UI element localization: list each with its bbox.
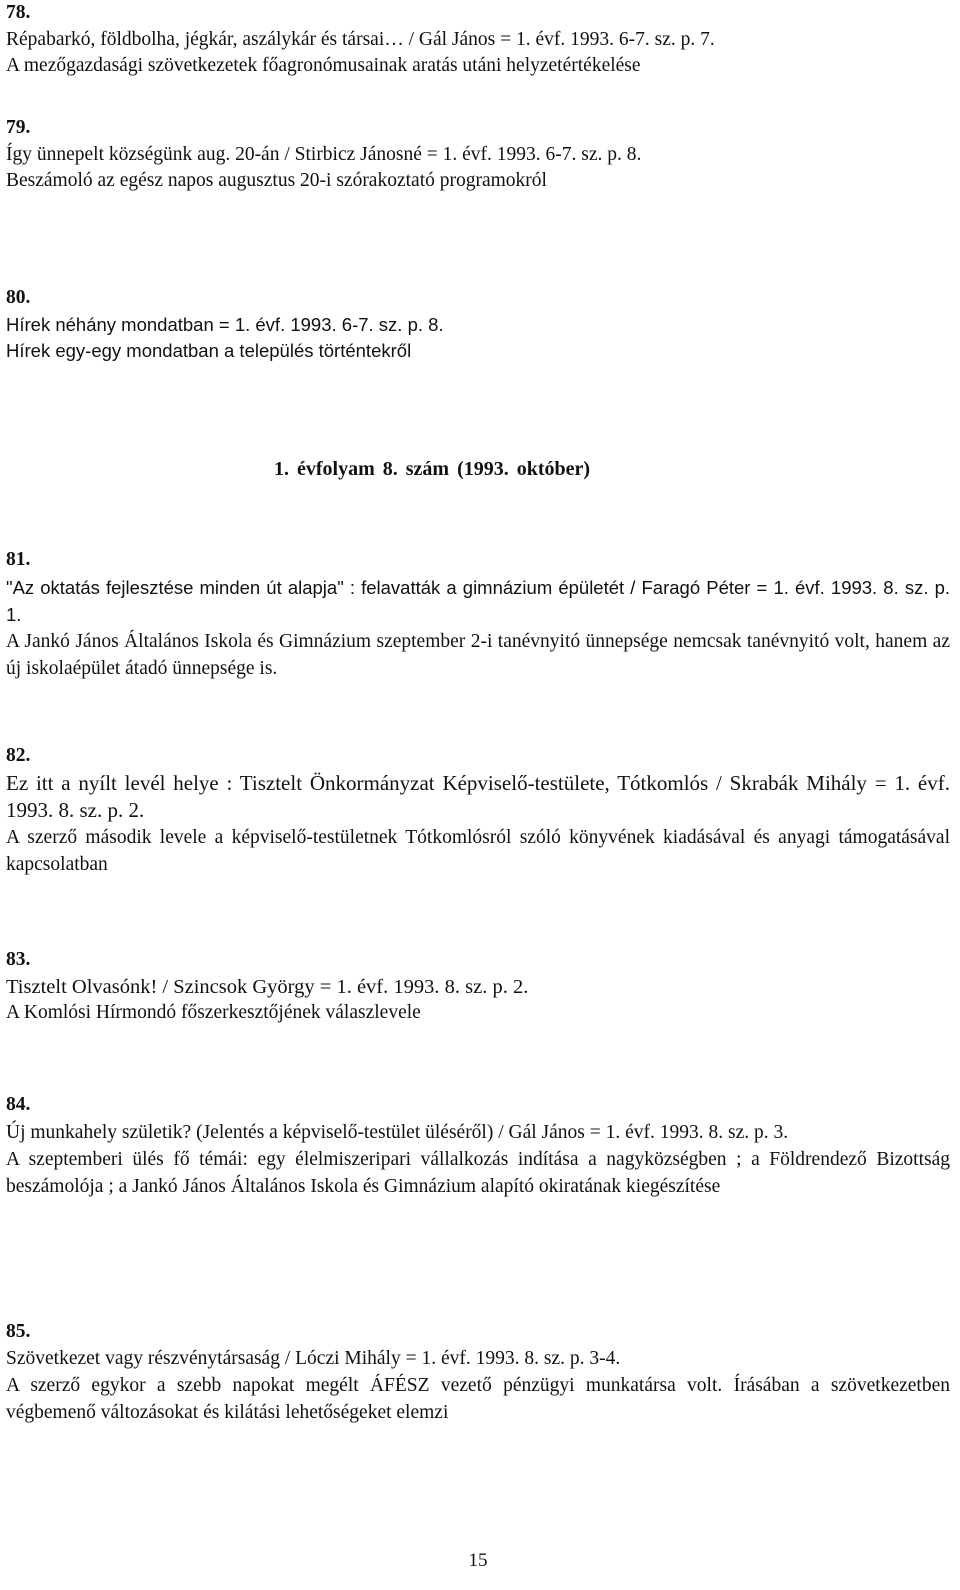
entry-title: Szövetkezet vagy részvénytársaság / Lóczi Mihály = 1. évf. 1993. 8. sz. p. 3-4. [6,1347,621,1369]
entry-summary: Beszámoló az egész napos augusztus 20-i szórakoztató programokról [6,170,547,191]
entry-title: Így ünnepelt községünk aug. 20-án / Stirbicz Jánosné = 1. évf. 1993. 6-7. sz. p. 8. [6,143,642,165]
entry-number: 84. [6,1094,31,1115]
issue-heading: 1. évfolyam 8. szám (1993. október) [274,458,591,480]
entry-summary: A Komlósi Hírmondó főszerkesztőjének válaszlevele [6,1002,421,1023]
entry-summary: A szeptemberi ülés fő témái: egy élelmiszeripari vállalkozás indítása a nagyközségben ; a Földrendező Bizottság beszámolója ; a Jankó János Általános Iskola és Gimnázium alapító okiratának kiegészítése [6,1148,950,1197]
entry-title: Répabarkó, földbolha, jégkár, aszálykár és társai… / Gál János = 1. évf. 1993. 6-7. sz. p. 7. [6,28,715,50]
entry-title: "Az oktatás fejlesztése minden út alapja" : felavatták a gimnázium épületét / Faragó Péter = 1. évf. 1993. 8. sz. p. 1. [6,576,950,625]
entry-summary: Hírek egy-egy mondatban a település történtekről [6,340,412,361]
entry-summary: A mezőgazdasági szövetkezetek főagronómusainak aratás utáni helyzetértékelése [6,55,641,76]
bibliography-entry-85 [6,1319,950,1426]
bibliography-entry-78 [6,0,950,80]
entry-title: Új munkahely születik? (Jelentés a képviselő-testület üléséről) / Gál János = 1. évf. 1993. 8. sz. p. 3. [6,1121,789,1143]
bibliography-entry-82 [6,743,950,878]
entry-number: 82. [6,745,31,766]
entry-number: 80. [6,287,31,308]
entry-number: 79. [6,117,31,138]
entry-title: Tisztelt Olvasónk! / Szincsok György = 1. évf. 1993. 8. sz. p. 2. [6,975,529,998]
entry-summary: A szerző egykor a szebb napokat megélt ÁFÉSZ vezető pénzügyi munkatársa volt. Írásában a szövetkezetben végbemenő változásokat és kilátási lehetőségeket elemzi [6,1375,950,1423]
entry-number: 81. [6,549,31,570]
bibliography-entry-80 [6,285,950,365]
bibliography-entry-84 [6,1092,950,1200]
entry-number: 78. [6,2,31,23]
entry-title: Ez itt a nyílt levél helye : Tisztelt Önkormányzat Képviselő-testülete, Tótkomlós / Skrabák Mihály = 1. évf. 1993. 8. sz. p. 2. [6,770,950,822]
entry-summary: A szerző második levele a képviselő-testületnek Tótkomlósról szóló könyvének kiadásával és anyagi támogatásával kapcsolatban [6,826,950,875]
entry-number: 85. [6,1321,31,1342]
entry-title: Hírek néhány mondatban = 1. évf. 1993. 6-7. sz. p. 8. [6,313,444,335]
document-page [6,0,950,1590]
bibliography-entry-79 [6,115,950,195]
entry-summary: A Jankó János Általános Iskola és Gimnázium szeptember 2-i tanévnyitó ünnepsége nemcsak tanévnyitó volt, hanem az új iskolaépület átadó ünnepsége is. [6,630,950,679]
entry-number: 83. [6,949,31,970]
page-number: 15 [468,1550,488,1571]
bibliography-entry-83 [6,947,950,1027]
bibliography-entry-81 [6,547,950,682]
